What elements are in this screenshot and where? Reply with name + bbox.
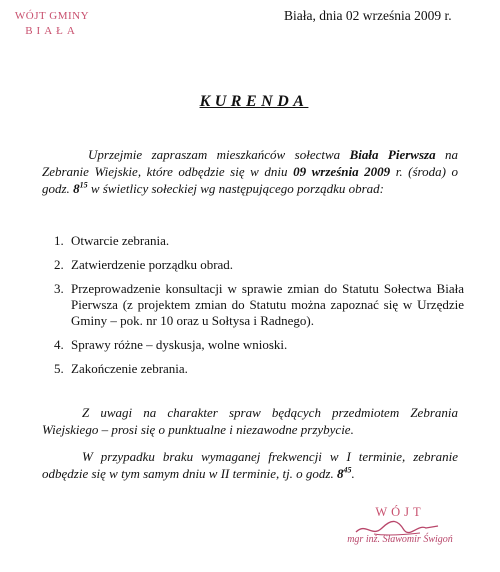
agenda-item-text: Otwarcie zebrania. — [71, 233, 170, 248]
intro-paragraph — [42, 146, 458, 197]
quorum-note-hour: 8 — [337, 466, 344, 481]
agenda-item-number: 3. — [54, 281, 64, 296]
intro-text-3: r. (środa) o godz. — [42, 164, 458, 196]
agenda-item-text: Przeprowadzenie konsultacji w sprawie zmian do Statutu Sołectwa Biała Pierwsza (z projektem zmian do Statutu można zapoznać się w Urzędzie Gminy – pok. nr 10 oraz u Sołtysa i Radnego). — [71, 281, 464, 328]
intro-text-4: w świetlicy sołeckiej wg następującego porządku obrad: — [87, 181, 384, 196]
handwritten-signature-icon — [352, 516, 442, 540]
document-title — [0, 93, 500, 111]
document-title-text: KURENDA — [199, 93, 309, 110]
agenda-item — [54, 257, 464, 273]
agenda-list — [54, 233, 464, 385]
agenda-item — [54, 233, 464, 249]
quorum-note-text: W przypadku braku wymaganej frekwencji w I terminie, zebranie odbędzie się w tym samym dniu w II terminie, tj. o godz. — [42, 449, 458, 481]
intro-minutes: 15 — [79, 180, 88, 190]
intro-text-2: na Zebranie Wiejskie, które odbędzie się w dniu — [42, 147, 458, 179]
agenda-item-number: 5. — [54, 361, 64, 376]
agenda-item — [54, 281, 464, 329]
agenda-item-text: Zatwierdzenie porządku obrad. — [71, 257, 234, 272]
intro-meeting-date: 09 września 2009 — [293, 164, 391, 179]
agenda-item-number: 4. — [54, 337, 64, 352]
quorum-note-end: . — [351, 466, 355, 481]
stamp-line-2: BIAŁA — [25, 25, 79, 37]
agenda-item-text: Zakończenie zebrania. — [71, 361, 188, 376]
agenda-item-number: 1. — [54, 233, 64, 248]
intro-village: Biała Pierwsza — [349, 147, 436, 162]
office-stamp — [8, 10, 96, 37]
quorum-note-minutes: 45 — [343, 465, 352, 475]
agenda-item-number: 2. — [54, 257, 64, 272]
signature-name: mgr inż. Sławomir Świgoń — [347, 534, 453, 545]
document-date: Biała, dnia 02 września 2009 r. — [284, 8, 452, 23]
intro-text-1: Uprzejmie zapraszam mieszkańców sołectwa — [88, 147, 350, 162]
agenda-item-text: Sprawy różne – dyskusja, wolne wnioski. — [71, 337, 288, 352]
signature-role: WÓJT — [375, 505, 425, 519]
agenda-item — [54, 361, 464, 377]
stamp-line-1: WÓJT GMINY — [14, 10, 90, 22]
punctuality-note: Z uwagi na charakter spraw będących przedmiotem Zebrania Wiejskiego – prosi się o punktualne i niezawodne przybycie. — [42, 405, 458, 437]
quorum-note — [42, 448, 458, 482]
agenda-item — [54, 337, 464, 353]
intro-hour: 8 — [73, 181, 80, 196]
